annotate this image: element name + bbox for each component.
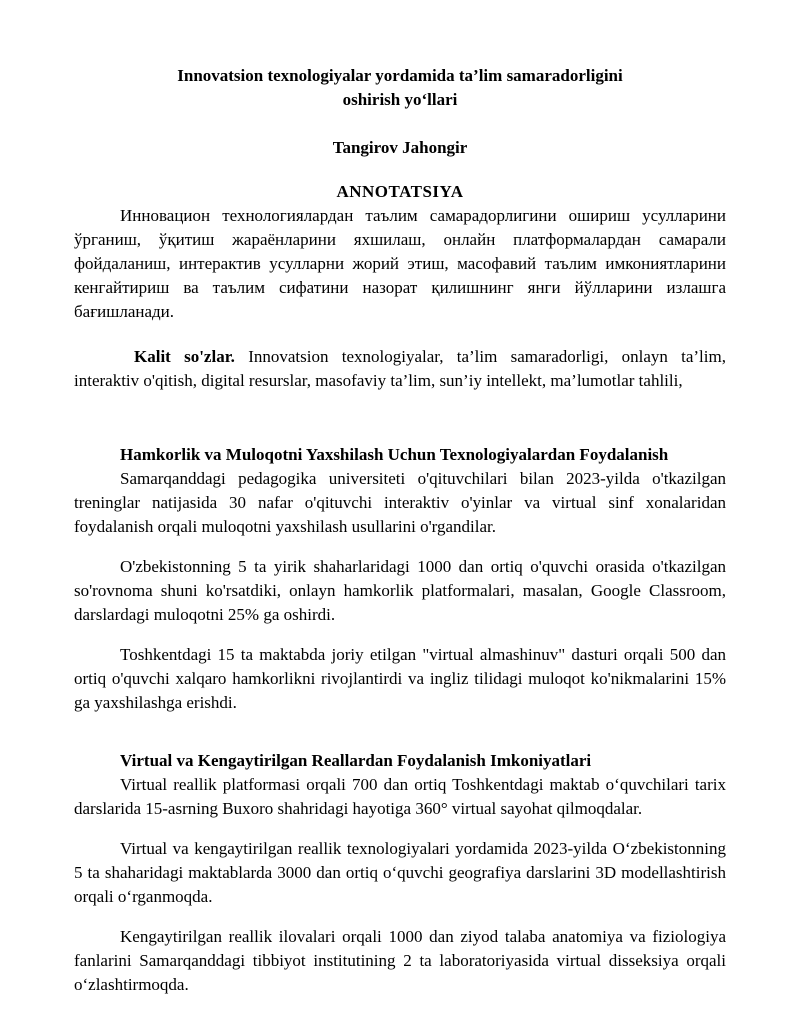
section-2-paragraph-3: Kengaytirilgan reallik ilovalari orqali 1000 dan ziyod talaba anatomiya va fiziologiya fanlarini Samarqanddagi tibbiyot institutining 2 ta laboratoriyasida virtual disseksiya orqali o‘zlashtirmoqda.: [74, 927, 726, 994]
section-heading-collaboration: Hamkorlik va Muloqotni Yaxshilash Uchun Texnologiyalardan Foydalanish: [120, 445, 669, 464]
section-1-paragraph-1: Samarqanddagi pedagogika universiteti o'qituvchilari bilan 2023-yilda o'tkazilgan treninglar natijasida 30 nafar o'qituvchi interaktiv o'yinlar va virtual sinf xonalaridan foydalanish orqali muloqotni yaxshilash usullarini o'rgandilar.: [74, 469, 726, 536]
document-page: [74, 64, 726, 997]
section-2-paragraph-1: Virtual reallik platformasi orqali 700 dan ortiq Toshkentdagi maktab o‘quvchilari tarix darslarida 15-asrning Buxoro shahridagi hayotiga 360° virtual sayohat qilmoqdalar.: [74, 775, 726, 818]
annotation-text: Инновацион технологиялардан таълим самарадорлигини ошириш усулларини ўрганиш, ўқитиш жараёнларини яхшилаш, онлайн платформалардан самарали фойдаланиш, интерактив усулларни жорий этиш, масофавий таълим имкониятларини кенгайтириш ва таълим сифатини назорат қилишнинг янги йўлларини излашга бағишланади.: [74, 206, 726, 321]
keywords-label: Kalit so'zlar.: [134, 347, 235, 366]
section-2-paragraph-2: Virtual va kengaytirilgan reallik texnologiyalari yordamida 2023-yilda O‘zbekistonning 5 ta shaharidagi maktablarda 3000 dan ortiq o‘quvchi geografiya darslarini 3D modellashtirish orqali o‘rganmoqda.: [74, 839, 726, 906]
keywords-paragraph: [74, 345, 726, 393]
section-1-paragraph-2: O'zbekistonning 5 ta yirik shaharlaridagi 1000 dan ortiq o'quvchi orasida o'tkazilgan so'rovnoma shuni ko'rsatdiki, onlayn hamkorlik platformalari, masalan, Google Classroom, darslardagi muloqotni 25% ga oshirdi.: [74, 557, 726, 624]
title-line-2: oshirish yo‘llari: [342, 90, 458, 109]
annotation-heading: ANNOTATSIYA: [336, 182, 464, 201]
author-name: Tangirov Jahongir: [332, 138, 468, 157]
title-line-1: Innovatsion texnologiyalar yordamida ta’lim samaradorligini: [177, 66, 623, 85]
article-title: [74, 64, 726, 112]
section-1-paragraph-3: Toshkentdagi 15 ta maktabda joriy etilgan "virtual almashinuv" dasturi orqali 500 dan ortiq o'quvchi xalqaro hamkorlikni rivojlantirdi va ingliz tilidagi muloqot ko'nikmalarini 15% ga yaxshilashga erishdi.: [74, 645, 726, 712]
section-heading-virtual-reality: Virtual va Kengaytirilgan Reallardan Foydalanish Imkoniyatlari: [120, 751, 592, 770]
keywords-text: Innovatsion texnologiyalar, ta’lim samaradorligi, onlayn ta’lim, interaktiv o'qitish, digital resurslar, masofaviy ta’lim, sun’iy intellekt, ma’lumotlar tahlili,: [74, 347, 726, 390]
